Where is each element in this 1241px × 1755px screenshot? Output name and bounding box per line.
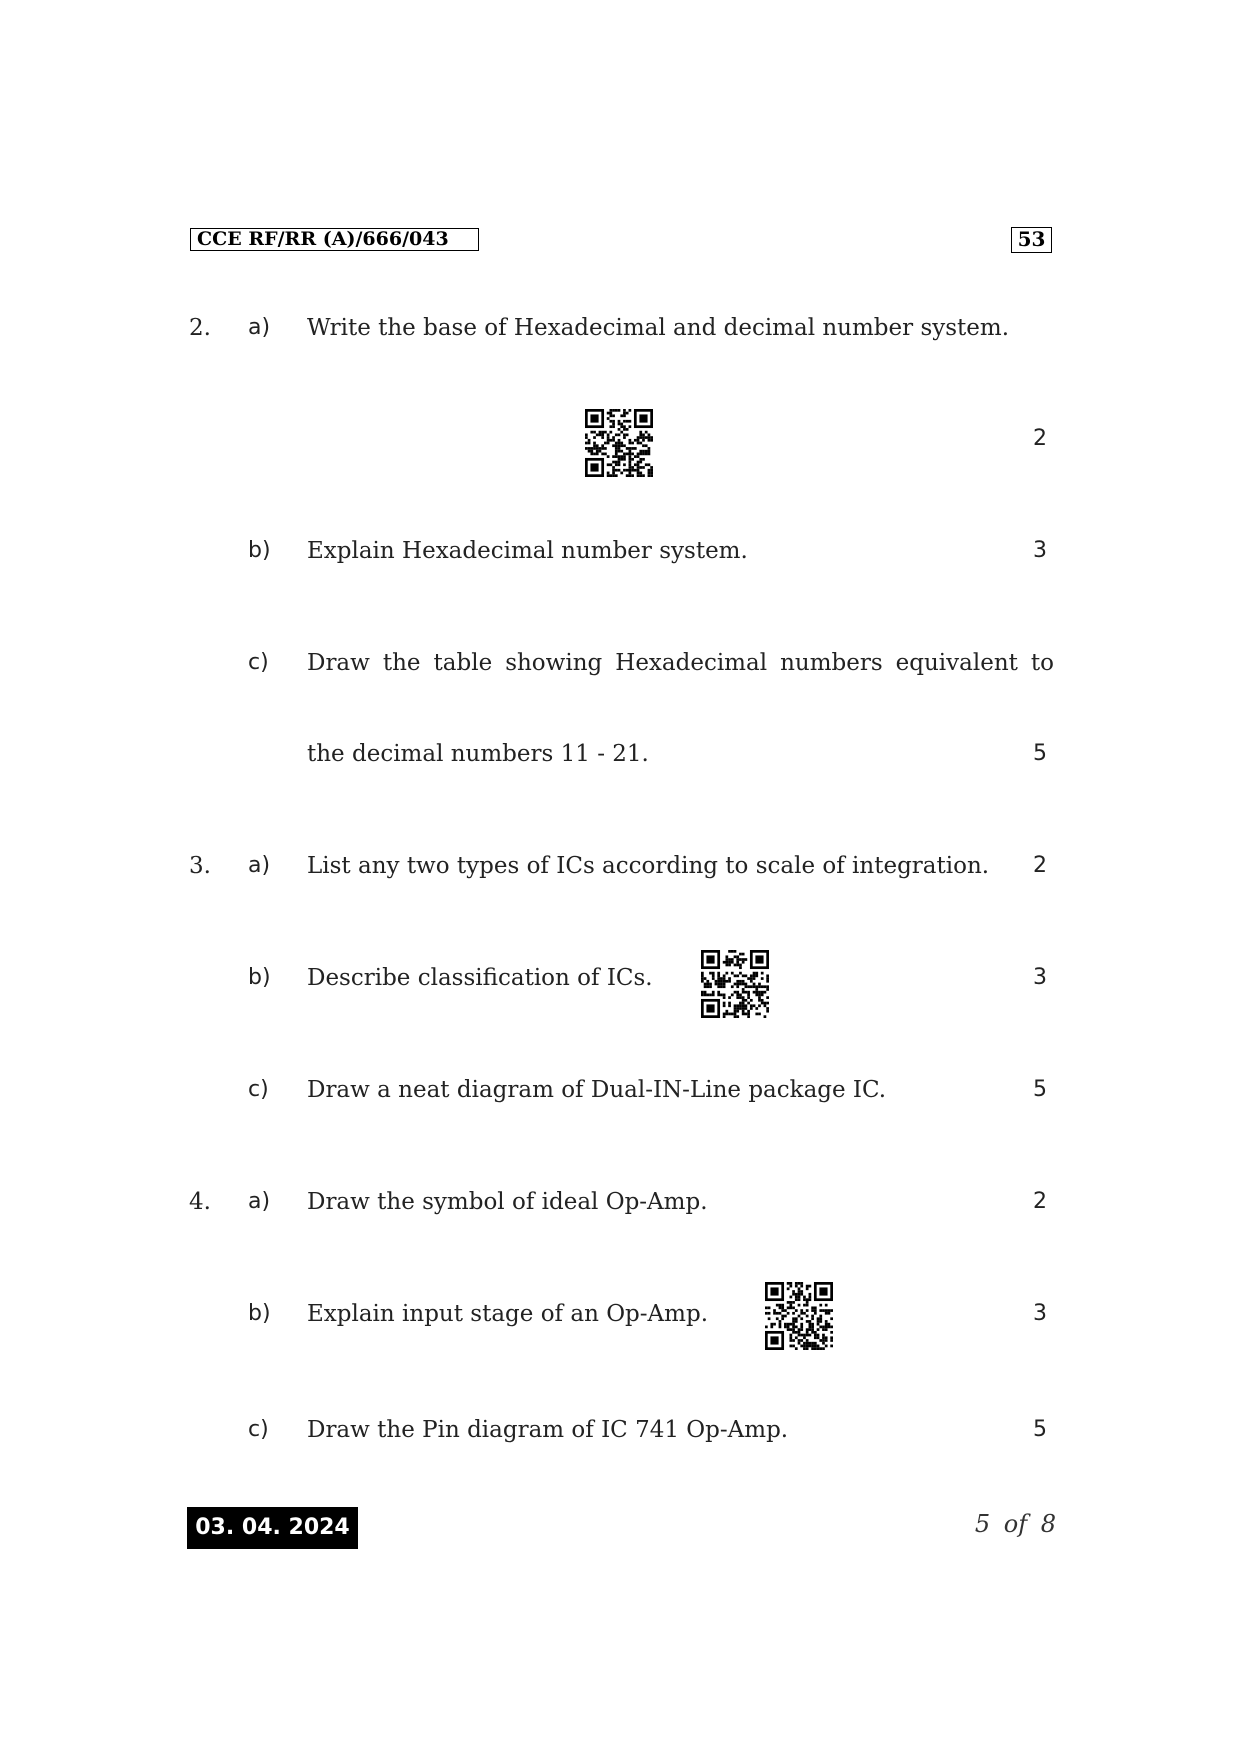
marks: 2 — [1033, 853, 1047, 878]
question-text: Write the base of Hexadecimal and decimal number system. — [307, 315, 1010, 341]
part-label: a) — [248, 315, 271, 340]
question-number: 3. — [189, 853, 211, 879]
question-text: Explain input stage of an Op-Amp. — [307, 1301, 709, 1327]
marks: 3 — [1033, 965, 1047, 990]
exam-date: 03. 04. 2024 — [187, 1507, 358, 1549]
part-label: a) — [248, 853, 271, 878]
marks: 5 — [1033, 741, 1047, 766]
marks: 2 — [1033, 1189, 1047, 1214]
qr-code-icon — [765, 1282, 833, 1350]
paper-code: CCE RF/RR (A)/666/043 — [190, 228, 479, 251]
page-number: 5 of 8 — [974, 1510, 1056, 1538]
marks: 2 — [1033, 426, 1047, 451]
part-label: b) — [248, 965, 271, 990]
part-label: c) — [248, 1417, 269, 1442]
part-label: b) — [248, 1301, 271, 1326]
marks: 5 — [1033, 1417, 1047, 1442]
marks: 5 — [1033, 1077, 1047, 1102]
question-number: 4. — [189, 1189, 211, 1215]
question-number: 2. — [189, 315, 211, 341]
marks: 3 — [1033, 1301, 1047, 1326]
question-text: Describe classification of ICs. — [307, 965, 653, 991]
question-text: Draw the Pin diagram of IC 741 Op-Amp. — [307, 1417, 789, 1443]
question-text: List any two types of ICs according to scale of integration. — [307, 853, 990, 879]
part-label: b) — [248, 538, 271, 563]
question-text-continued: the decimal numbers 11 - 21. — [307, 741, 649, 767]
part-label: c) — [248, 650, 269, 675]
page-code-badge: 53 — [1011, 227, 1052, 253]
question-text: Draw the table showing Hexadecimal numbers equivalent to — [307, 650, 1054, 676]
qr-code-icon — [701, 950, 769, 1018]
qr-code-icon — [585, 409, 653, 477]
question-text: Draw the symbol of ideal Op-Amp. — [307, 1189, 708, 1215]
part-label: c) — [248, 1077, 269, 1102]
question-text: Explain Hexadecimal number system. — [307, 538, 748, 564]
part-label: a) — [248, 1189, 271, 1214]
question-text: Draw a neat diagram of Dual-IN-Line package IC. — [307, 1077, 887, 1103]
marks: 3 — [1033, 538, 1047, 563]
